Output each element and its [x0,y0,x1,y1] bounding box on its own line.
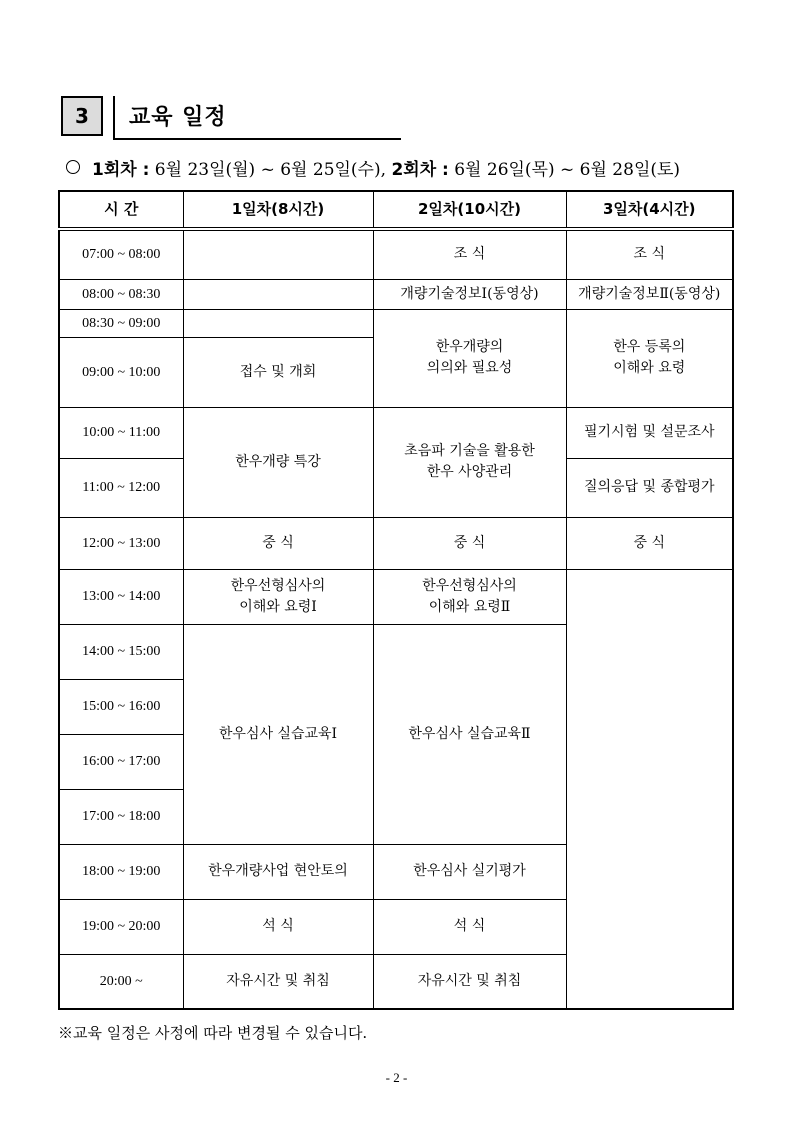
day2-linear-line2: 이해와 요령Ⅱ [428,598,511,615]
time-cell: 11:00 ~ 12:00 [59,458,183,517]
day1-linear [183,569,373,624]
header-day3: 3일차(4시간) [566,191,733,229]
header-day2: 2일차(10시간) [373,191,566,229]
day3-exam: 필기시험 및 설문조사 [566,407,733,458]
table-header-row [59,191,733,229]
table-row [59,309,733,337]
time-cell: 17:00 ~ 18:00 [59,789,183,844]
day2-video: 개량기술정보Ⅰ(동영상) [373,279,566,309]
footnote: ※교육 일정은 사정에 따라 변경될 수 있습니다. [58,1024,368,1042]
day2-ultrasound-line2: 한우 사양관리 [426,464,513,480]
table-row [59,407,733,458]
day2-breakfast: 조 식 [373,229,566,279]
section-number: 3 [61,96,103,136]
table-row [59,569,733,624]
day2-meaning-line1: 한우개량의 [435,339,504,355]
day3-registry-line2: 이해와 요령 [613,360,686,376]
day3-breakfast: 조 식 [566,229,733,279]
table-row [59,517,733,569]
page-number: - 2 - [385,1070,408,1085]
time-cell: 10:00 ~ 11:00 [59,407,183,458]
section-underline [113,138,401,140]
schedule-line [66,155,680,180]
section-header [61,94,401,140]
round1-label: 1회차 : [92,160,150,180]
day2-lunch: 중 식 [373,517,566,569]
day3-empty-cell [566,569,733,1009]
day1-reception: 접수 및 개회 [183,337,373,407]
day2-meaning-line2: 의의와 필요성 [426,360,513,376]
day1-practice: 한우심사 실습교육Ⅰ [183,624,373,844]
time-cell: 16:00 ~ 17:00 [59,734,183,789]
time-cell: 15:00 ~ 16:00 [59,679,183,734]
day1-empty-cell [183,309,373,337]
time-cell: 08:30 ~ 09:00 [59,309,183,337]
day1-empty-cell [183,279,373,309]
round1-dates: 6월 23일(월) ~ 6월 25일(수), [154,160,387,180]
time-cell: 13:00 ~ 14:00 [59,569,183,624]
day2-ultrasound [373,407,566,517]
time-cell: 08:00 ~ 08:30 [59,279,183,309]
day2-practice: 한우심사 실습교육Ⅱ [373,624,566,844]
time-cell: 19:00 ~ 20:00 [59,899,183,954]
time-cell: 20:00 ~ [59,954,183,1009]
day1-linear-line1: 한우선형심사의 [230,577,326,594]
day1-dinner: 석 식 [183,899,373,954]
day2-dinner: 석 식 [373,899,566,954]
round2-label: 2회차 : [391,160,449,180]
day1-free: 자유시간 및 취침 [183,954,373,1009]
header-day1: 1일차(8시간) [183,191,373,229]
day2-eval: 한우심사 실기평가 [373,844,566,899]
day2-free: 자유시간 및 취침 [373,954,566,1009]
day2-meaning [373,309,566,407]
header-time: 시 간 [59,191,183,229]
schedule-table [58,190,734,1010]
day2-ultrasound-line1: 초음파 기술을 활용한 [404,443,535,459]
round2-dates: 6월 26일(목) ~ 6월 28일(토) [454,160,681,180]
table-row [59,229,733,279]
day1-empty-cell [183,229,373,279]
time-cell: 14:00 ~ 15:00 [59,624,183,679]
day2-linear-line1: 한우선형심사의 [422,577,517,594]
day1-lecture: 한우개량 특강 [183,407,373,517]
day3-video: 개량기술정보Ⅱ(동영상) [566,279,733,309]
day1-linear-line2: 이해와 요령Ⅰ [239,598,317,615]
time-cell: 09:00 ~ 10:00 [59,337,183,407]
day1-lunch: 중 식 [183,517,373,569]
time-cell: 12:00 ~ 13:00 [59,517,183,569]
day3-registry-line1: 한우 등록의 [613,339,686,355]
day2-linear [373,569,566,624]
time-cell: 07:00 ~ 08:00 [59,229,183,279]
time-cell: 18:00 ~ 19:00 [59,844,183,899]
day3-lunch: 중 식 [566,517,733,569]
day3-qa: 질의응답 및 종합평가 [566,458,733,517]
bullet-circle-icon [66,160,80,174]
table-row [59,279,733,309]
day3-registry [566,309,733,407]
section-divider [113,96,115,138]
section-title: 교육 일정 [129,105,227,130]
day1-discussion: 한우개량사업 현안토의 [183,844,373,899]
